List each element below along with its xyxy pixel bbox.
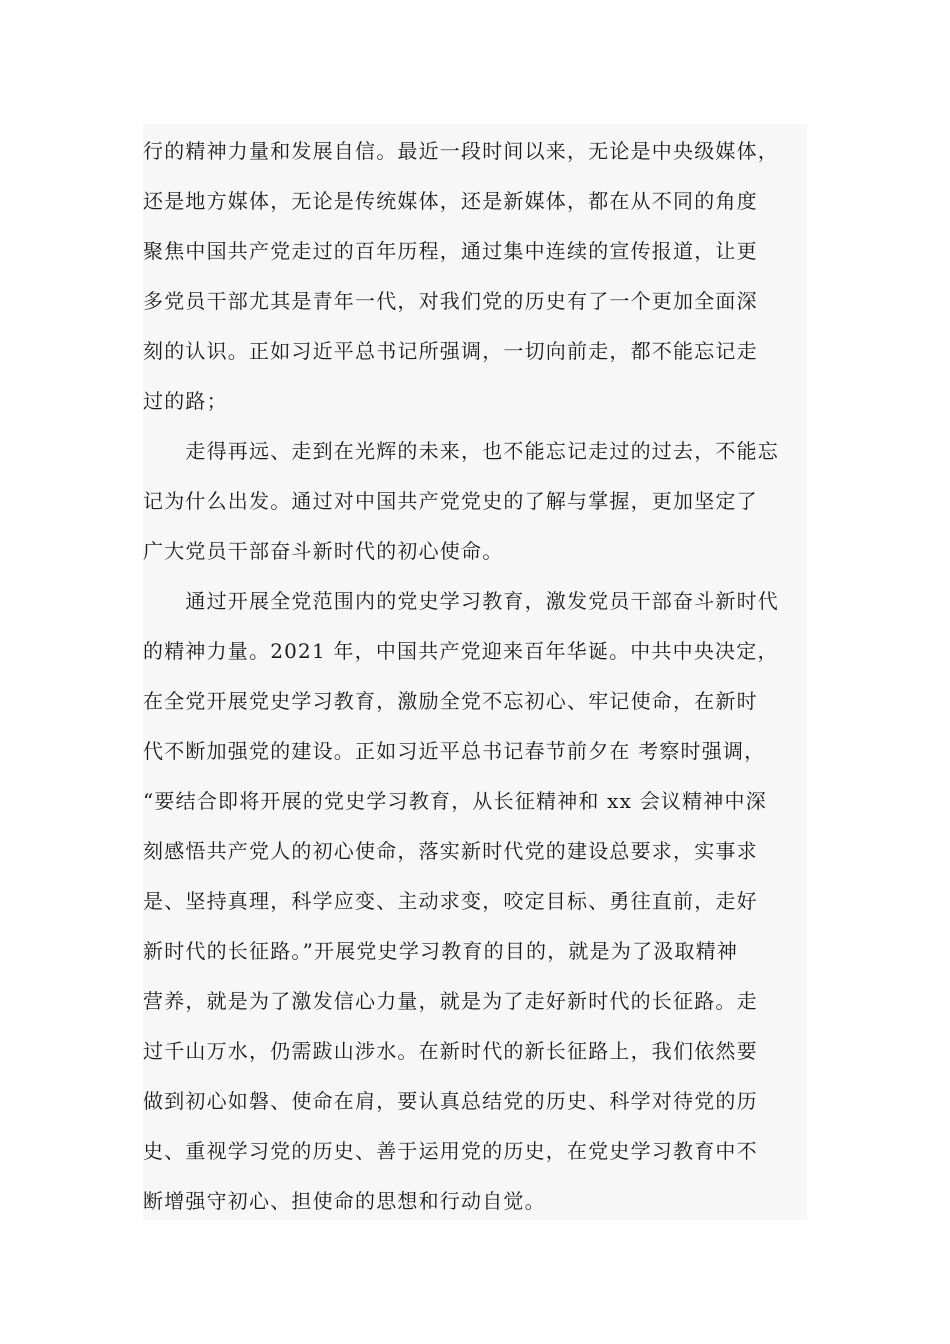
text-line: 做到初心如磐、使命在肩，要认真总结党的历史、科学对待党的历 (143, 1089, 758, 1113)
text-line: 刻的认识。正如习近平总书记所强调，一切向前走，都不能忘记走 (143, 339, 758, 363)
text-line: 还是地方媒体，无论是传统媒体，还是新媒体，都在从不同的角度 (143, 189, 758, 213)
text-line: 断增强守初心、担使命的思想和行动自觉。 (143, 1189, 546, 1213)
text-line: 是、坚持真理，科学应变、主动求变，咬定目标、勇往直前，走好 (143, 889, 758, 913)
text-line: 记为什么出发。通过对中国共产党党史的了解与掌握，更加坚定了 (143, 489, 758, 513)
text-line: 的精神力量。2021 年，中国共产党迎来百年华诞。中共中央决定， (143, 639, 779, 663)
text-line: 多党员干部尤其是青年一代，对我们党的历史有了一个更加全面深 (143, 289, 758, 313)
text-line: 新时代的长征路。”开展党史学习教育的目的，就是为了汲取精神 (143, 939, 739, 963)
text-line: 史、重视学习党的历史、善于运用党的历史，在党史学习教育中不 (143, 1139, 758, 1163)
text-line: 过的路； (143, 389, 228, 413)
text-line: 通过开展全党范围内的党史学习教育，激发党员干部奋斗新时代 (143, 589, 779, 613)
text-line: 在全党开展党史学习教育，激励全党不忘初心、牢记使命，在新时 (143, 689, 758, 713)
text-line: “要结合即将开展的党史学习教育，从长征精神和 xx 会议精神中深 (143, 789, 767, 813)
text-line: 走得再远、走到在光辉的未来，也不能忘记走过的过去，不能忘 (143, 439, 779, 463)
text-line: 广大党员干部奋斗新时代的初心使命。 (143, 539, 504, 563)
text-line: 聚焦中国共产党走过的百年历程，通过集中连续的宣传报道，让更 (143, 239, 758, 263)
text-line: 行的精神力量和发展自信。最近一段时间以来，无论是中央级媒体， (143, 139, 779, 163)
text-line: 营养，就是为了激发信心力量，就是为了走好新时代的长征路。走 (143, 989, 758, 1013)
text-line: 代不断加强党的建设。正如习近平总书记春节前夕在 考察时强调， (143, 739, 766, 763)
text-line: 过千山万水，仍需跋山涉水。在新时代的新长征路上，我们依然要 (143, 1039, 758, 1063)
text-line: 刻感悟共产党人的初心使命，落实新时代党的建设总要求，实事求 (143, 839, 758, 863)
